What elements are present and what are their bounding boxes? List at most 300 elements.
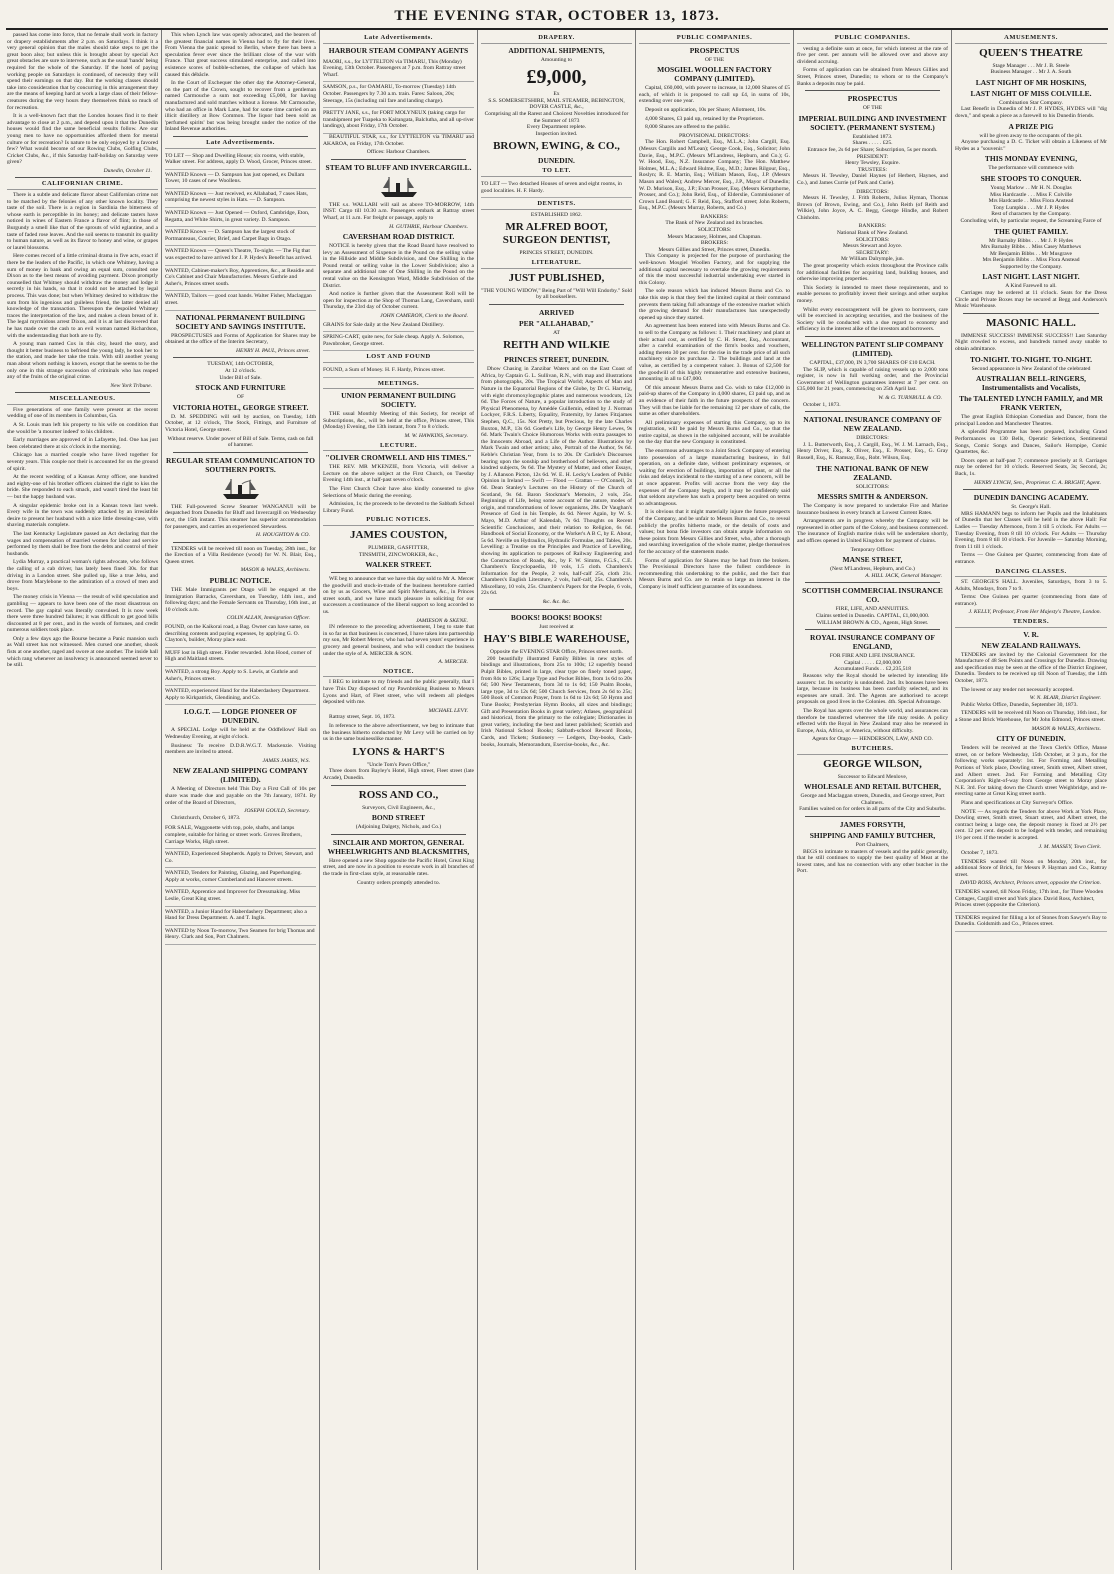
show-line: A Kind Farewell to all. xyxy=(1005,283,1057,290)
list-value: Messrs H. Tewsley, J. Frith Roberts, Julius Hyman, Thomas Brown (of Brown, Ewing, and Co.), John Reith (of Reith and Wilkie), John Joyce, A. C. Begg, George Hindle, and Robert Chisholm. xyxy=(797,195,948,221)
ad-text: The lowest or any tender not necessarily accepted. xyxy=(961,686,1074,693)
business-name: HAY'S BIBLE WAREHOUSE, xyxy=(483,633,630,646)
section-heading: TENDERS. xyxy=(955,619,1107,628)
business-name: SINCLAIR AND MORTON, GENERAL WHEELWRIGHTS AND BLACKSMITHS, xyxy=(327,837,470,856)
show-heading: A PRIZE PIG xyxy=(1008,121,1054,131)
business-name: GEORGE WILSON, xyxy=(823,757,922,770)
venue-line: St. George's Hall. xyxy=(1011,504,1051,511)
cast-line: Mr Barnaby Bibbs . . . Mr J. P. Hydes xyxy=(988,237,1074,244)
divider xyxy=(805,629,940,630)
show-line: Concluding with, by particular request, the Screaming Farce of xyxy=(960,217,1102,224)
section-heading: Late Advertisements. xyxy=(165,140,316,149)
cast-line: Tony Lumpkin . . . Mr J. P. Hydes xyxy=(993,204,1069,211)
ad-text: NOTICE is hereby given that the Road Board have resolved to levy an Assessment of Sixpence in the Pound on the selling value in the Hillside and Middle Subdivision, and One Shilling in the Pound rental or selling value in the Lower Subdivision; also a separate and additional rate of One Shilling in the Pound on the rental value on the Kensington Ward, Middle Subdivision of the District. xyxy=(323,243,474,289)
article-paragraph: It is a well-known fact that the London houses find it to their advantage to close at 2 p.m., and depend upon it that the Dunedin houses would find the same beneficial results follow. Are our young men to have no opportunities afforded them for mental culture or for recreation? Is nature to be only enjoyed by a favored few? What would become of our Rowing Clubs, Golfing Clubs, Cricket Clubs, &c., if this Saturday half-holiday on Saturday were given? xyxy=(7,113,158,166)
advertisement: WANTED, a strong Boy. Apply to S. Lewis, at Guthrie and Asher's, Princes street. xyxy=(165,667,316,686)
prospectus-of: OF THE xyxy=(704,56,725,63)
section-heading: PUBLIC COMPANIES. xyxy=(797,35,948,44)
divider xyxy=(173,136,308,137)
ad-text: Terms: One Guinea per quarter (commencing from date of entrance). xyxy=(955,594,1107,607)
company-name: SCOTTISH COMMERCIAL INSURANCE CO. xyxy=(802,586,943,605)
prospectus-paragraph: vesting a definite sum at once, for which interest at the rate of five per cent. per annum will be allowed over and above any dividend accruing. xyxy=(797,45,948,65)
company-line: Claims settled in Dunedin. CAPITAL, £1,000,000. xyxy=(815,613,930,620)
ad-text: WE beg to announce that we have this day sold to Mr A. Mercer the goodwill and stock-in-trade of the business heretofore carried on by us as Grocers, Wine and Spirit Merchants, &c., in Princes street south, and we have much pleasure in soliciting for our successors a continuance of the liberal support so long accorded to us. xyxy=(323,576,474,616)
ad-line: Ex xyxy=(553,91,560,98)
ad-signature: W. N. BLAIR, District Engineer. xyxy=(1029,695,1101,702)
divider xyxy=(805,90,940,91)
business-address: George and Maclaggan streets, Dunedin, and George street, Port Chalmers. xyxy=(800,793,945,806)
business-address: PRINCES STREET, DUNEDIN. xyxy=(519,250,594,257)
directors-list: The Hon. Robert Campbell, Esq., M.L.A.; John Cargill, Esq. (Messrs Cargills and M'Lean); George Cook, Esq., Solicitor; John Davie, Esq., M.P.C. (Messrs M'Landress, Hepburn, and Co.); G. W. Hood, Esq., N.Z. Insurance Company; The Hon. Matthew Holmes, M.L.A.; Edward Hulme, Esq., M.D.; James Rilgour, Esq., Roslyn; R. E. Martin, Esq.; William Mason, Esq., J.P. (Messrs Mason and Wales); Andrew Mercer, Esq., J.P., Mayor of Dunedin; W. D. Murison, Esq., J.P.; Evan Prosser, Esq. (Messrs Kempthorne, Prosser, and Co.); John Reid, Esq., of Elderslie, Commissioner of Crown Land Board; G. F. Reid, Esq., Stafford street; John Roberts, Esq., M.P.C. (Messrs Murray, Roberts, and Co.) xyxy=(639,139,790,212)
advertisement: MAORI, s.s., for LYTTELTON via TIMARU, This (Monday) Evening, 13th October. Passengers at 7 p.m. from Rattray street Wharf. xyxy=(323,57,474,83)
prospectus-heading: PROSPECTUS xyxy=(847,94,898,104)
ad-heading: STEAM TO BLUFF AND INVERCARGILL. xyxy=(325,162,472,172)
auction-of: OF xyxy=(236,394,245,401)
business-name: JAMES COUSTON, xyxy=(350,528,447,541)
section-heading: PUBLIC NOTICES. xyxy=(323,517,474,526)
news-item: A singular epidemic broke out in a Kansas town last week. Every wife in the town was suddenly attacked by an irresistible desire to present her husband with a nice little dressing-case, with shaving materials complete. xyxy=(7,502,158,529)
auction-heading: STOCK AND FURNITURE xyxy=(195,383,286,393)
advertisement: TENDERS required for filling a lot of Stones from Sawyer's Bay to Dunedin. Goldsmith and Co., Princes street. xyxy=(955,913,1107,932)
ad-line: Amounting to xyxy=(540,56,573,63)
list-value: Messrs H. Tewsley, Daniel Haynes (of Herbert, Haynes, and Co.), and James Currie (of Park and Curie). xyxy=(797,173,948,186)
company-agent: WILLIAM BROWN & CO., Agents, High Street. xyxy=(816,619,929,626)
article-source: New York Tribune. xyxy=(110,382,152,389)
auction-note: Under Bill of Sale. xyxy=(219,374,262,381)
section-heading: DRAPERY. xyxy=(481,35,632,44)
cast-line: Mrs Hardcastle . . Miss Flora Anstead xyxy=(988,198,1074,205)
business-line: Successor to Edward Menlove, xyxy=(837,773,908,780)
show-line: Second appearance in New Zealand of the celebrated xyxy=(971,365,1091,372)
list-value: Henry Tewsley, Esquire. xyxy=(845,160,900,167)
ad-text: D. M. SPEDDING will sell by auction, on Tuesday, 14th October, at 12 o'clock, The Stock, Fittings, and Furniture of Victoria Hotel, George street. xyxy=(165,413,316,433)
ad-signature: A. HILL JACK, General Manager. xyxy=(865,572,942,579)
divider xyxy=(805,411,940,412)
steamship-illustration xyxy=(221,476,261,502)
ad-text: A splendid Programme has been prepared, including Grand Performances on 130 Bells, Operatic Selections, Sentimental Songs, Comic Songs and Dances, Sailor's Hornpipe, Comic Quartettes, &c. xyxy=(955,429,1107,456)
business-line: PLUMBER, GASFITTER, xyxy=(368,544,429,551)
ad-date: Christchurch, October 6, 1873. xyxy=(171,814,241,821)
divider xyxy=(489,609,624,610)
ad-line: Just received at xyxy=(539,623,574,630)
business-name: JAMES FORSYTH, xyxy=(839,819,906,829)
section-heading: AMUSEMENTS. xyxy=(955,35,1107,44)
advertisement: WANTED Known — Just Opened — Oxford, Cambridge, Eton, Regatta, and White Shirts, in great variety. D. Sampson. xyxy=(165,208,316,227)
ad-text: The First Church Choir have also kindly consented to give Selections of Music during the evening. xyxy=(323,485,474,499)
ad-text: Anyone purchasing a D. C. Ticket will obtain a Likeness of Mr Hydes as a "souvenir." xyxy=(955,139,1107,152)
advertisement: WANTED, Tailors — good coat hands. Walter Fisher, Maclaggan street. xyxy=(165,291,316,310)
theatre-name: QUEEN'S THEATRE xyxy=(979,46,1083,59)
prospectus-paragraph: The Company is now prepared to undertake Fire and Marine Insurance business in every branch at Lowest Current Rates. xyxy=(797,503,948,516)
prospectus-paragraph: Reasons why the Royal should be selected by intending life assurers: 1st. Its security is undoubted. 2nd. Its bonuses have been large, because its business has been carefully selected, and its expenses are small. 3rd. The Agents are authorised to accept proposals on good lives in the Colonies. 4th. Special Advantage. xyxy=(797,673,948,706)
section-heading: MEETINGS. xyxy=(323,381,474,390)
divider xyxy=(805,816,940,817)
ad-text: IMMENSE SUCCESS! IMMENSE SUCCESS!! Last Saturday Night crowded to excess, and hundreds turned away unable to obtain admittance. xyxy=(955,332,1107,353)
advertisement: WANTED, experienced Hand for the Haberdashery Department. Apply to Kirkpatrick, Glendining, and Co. xyxy=(165,686,316,705)
news-item: Chicago has a married couple who have lived together for seventy years. This couple nor their is accounted for on the ground of spirit. xyxy=(7,452,158,472)
company-name: WELLINGTON PATENT SLIP COMPANY (LIMITED). xyxy=(801,339,944,358)
advertisement: TO LET — Shop and Dwelling House; six rooms, with stable, Walker street. For address, apply D. Wood, Grocer, Princes street. xyxy=(165,151,316,170)
company-name: IMPERIAL BUILDING AND INVESTMENT SOCIETY. (PERMANENT SYSTEM.) xyxy=(798,113,947,132)
list-value: Mr William Dalrymple, jun. xyxy=(841,256,904,263)
show-heading: The TALENTED LYNCH FAMILY, and MR FRANK VERTEN, xyxy=(959,394,1103,413)
ad-heading: I.O.G.T. — LODGE PIONEER OF DUNEDIN. xyxy=(183,707,298,726)
advertisement: WANTED Known — D. Sampson has the largest stock of Portmanteaus, Courier, Brief, and Carpet Bags in Otago. xyxy=(165,227,316,246)
ad-signature: JOSEPH GOULD, Secretary. xyxy=(244,808,310,815)
divider xyxy=(173,357,308,358)
list-heading: SOLICITORS: xyxy=(855,236,890,243)
ad-heading: ADDITIONAL SHIPMENTS, xyxy=(508,45,605,55)
prospectus-paragraph: All preliminary expenses of starting this Company, up to its registration, will be paid by Messrs Burns and Co., so that the entire capital, as shown in the subjoined account, will be available on the day that the new Company is constituted. xyxy=(639,419,790,446)
ad-text: THE usual Monthly Meeting of this Society, for receipt of Subscriptions, &c., will be held at the office, Princes street, This (Monday) Evening, the 13th instant, from 7 to 8 o'clock. xyxy=(323,411,474,431)
ad-heading: CAVERSHAM ROAD DISTRICT. xyxy=(342,232,455,242)
business-name: MR ALFRED BOOT, SURGEON DENTIST, xyxy=(502,221,611,247)
divider xyxy=(805,582,940,583)
prospectus-paragraph: The enormous advantages to a Joint Stock Company of entering into possession of a large manufacturing business, in full operation, on a definite date, without preliminary expenses, or waiting for erection of buildings, importation of plant, or all the risks and delays incidental to the starting of a new concern, will be at once apparent. Profits will accrue from the very day the expenses of the Company begin, and it may be confidently said that seldom anywhere has such a property been acquired on terms so advantageous. xyxy=(639,448,790,507)
prospectus-heading: PROSPECTUS xyxy=(689,45,740,55)
column-4 xyxy=(478,30,636,1570)
advertisement: SAMSON, p.s., for OAMARU, To-morrow (Tuesday) 14th October. Passengers by 7.30 a.m. train. Fares: Saloon, 20s; Steerage, 15s (including rail fare and landing charge). xyxy=(323,82,474,108)
advertisement: WANTED, Cabinet-maker's Boy, Apprentices, &c., at Reaidie and Co's Cabinet and Chair Manufactories. Messrs Guthrie and Asher's, Princes street south. xyxy=(165,266,316,292)
cast-line: Supported by the Company. xyxy=(999,263,1063,270)
ad-text: PROSPECTUSES and Forms of Application for Shares may be obtained at the office of the Interim Secretary, xyxy=(165,332,316,346)
ad-heading: NEW ZEALAND RAILWAYS. xyxy=(981,640,1081,650)
article-paragraph: There is a subtle and delicate flavor about Californian crime not to be matched by the felonies of any other known locality. They taste of the soil. There is a region in Sardinia the bitterness of whose earth is perceptible in its honey; and delicate tasters have noticed in wines of Eastern France a flavor of flint; in those of Burgundy a smell like that of the sprouts of wild eglantine, and a taste of faded rose leaves. And the soil seems to transmit its quality to human nature, as well as its flavor to honey and wine, or grapes or laurel blossoms. xyxy=(7,192,158,251)
business-name: ROSS AND CO., xyxy=(358,788,439,801)
ad-text: MRS HAMANN begs to inform her Pupils and the Inhabitants of Dunedin that her Classes will be held in the above Hall: For Ladies — Tuesday Afternoon, from 3 till 5 o'clock. For Adults — Tuesday Evening, from 8 till 10 o'clock. For Adults — Thursday Evening, from 8 till 10 o'clock. For Juvenile — Saturday Morning, from 11 till 1 o'clock. xyxy=(955,510,1107,550)
business-line: Surveyors, Civil Engineers, &c., xyxy=(362,804,435,811)
list-value: The Bank of New Zealand and its branches. xyxy=(665,220,764,227)
ad-text: TENDERS are invited by the Colonial Government for the Manufacture of 48 Sets Points and Crossings for Dunedin. Drawing and specification may be seen at the office of the District Engineer, Dunedin. Tenders to be received up till Noon of Tuesday, the 14th October, 1873. xyxy=(955,651,1107,685)
show-heading: LAST NIGHT. LAST NIGHT. xyxy=(982,272,1080,282)
play-title: SHE STOOPS TO CONQUER. xyxy=(980,173,1082,183)
ad-text: Last Benefit in Dunedin of Mr J. P. HYDES, HYDES will "dig down," and speak a piece as a farewell to his Dunedin friends. xyxy=(955,106,1107,119)
ad-signature: H. GUTHRIE, Harbour Chambers. xyxy=(389,223,468,230)
ad-date: October 1, 1873. xyxy=(803,401,841,408)
list-heading: PRESIDENT: xyxy=(856,153,889,160)
section-heading: CALIFORNIAN CRIME. xyxy=(7,181,158,190)
ad-heading: REGULAR STEAM COMMUNICATION TO SOUTHERN PORTS. xyxy=(166,455,315,474)
prospectus-text: 4,000 Shares, £3 paid up, retained by the Proprietors. xyxy=(645,115,764,122)
shares: Shares . . . . . £25. xyxy=(852,140,893,147)
ad-text: TENDERS will be received till noon on Tuesday, 28th inst., for the Erection of a Villa Residence (wood) for W. N. Blair, Esq., Queen street. xyxy=(165,545,316,565)
ad-signature: J. M. MASSEY, Town Clerk. xyxy=(1038,843,1101,850)
advertisement: WANTED Known — Just received, ex Allahabad, 7 cases Hats, comprising the newest styles in Hats. — D. Sampson. xyxy=(165,189,316,208)
prospectus-paragraph: It is obvious that it might materially injure the future prospects of the Company, and be unfair to Messrs Burns and Co., to reveal publicly the profits hitherto made, or the details of costs and values; but bona fide investors can obtain ample information on these points from Messrs Gillies and Street, who, after a thorough and searching investigation of the whole matter, pledge themselves for the accuracy of the statements made. xyxy=(639,509,790,555)
bank-name: THE NATIONAL BANK OF NEW ZEALAND. xyxy=(816,463,929,482)
list-value: Messrs Macassey, Holmes, and Chapman. xyxy=(667,233,762,240)
prospectus-paragraph: The SLIP, which is capable of raising vessels up to 2,000 tons register, is now in full working order, and the Provincial Government of Wellington guarantees interest at 7 per cent. on £35,000 for 21 years, commencing on 25th April last. xyxy=(797,366,948,393)
section-heading: Late Advertisements. xyxy=(323,35,474,44)
ad-signature: JAMES JAMES, W.S. xyxy=(262,757,310,764)
company-line: FIRE, LIFE, AND ANNUITIES. xyxy=(835,606,910,613)
business-line: TINSMITH, ZINCWORKER, &c., xyxy=(358,551,439,558)
advertisement: MUFF lost in High street. Finder rewarded. John Hood, corner of High and Maitland streets. xyxy=(165,648,316,667)
capital: CAPITAL, £37,000, IN 3,700 SHARES OF £10 EACH. xyxy=(809,359,936,366)
news-item: At the recent wedding of a Kansas Army officer, one hundred and eighty-one of his brother officers claimed the right to kiss the bride. She responded to each smack, and wasn't tired the least bit — but the happy husband was. xyxy=(7,474,158,500)
ad-text: IN reference to the preceding advertisement, I beg to state that in so far as that business is concerned, I have taken into partnership my son, Mr Robert Mercer, who has had seven years' experience in grocery and general business, and who will conduct the business under the style of A. MERCER & SON. xyxy=(323,624,474,657)
advertisement: WANTED, Tenders for Painting, Glazing, and Paperhanging. Apply at works, corner Cumberland and Hanover streets. xyxy=(165,868,316,887)
list-heading: BROKERS: xyxy=(700,240,729,247)
company-name: NATIONAL INSURANCE COMPANY OF NEW ZEALAND. xyxy=(803,415,942,434)
entrance-fee: Entrance fee, 2s 6d per Share; Subscription, 5s per month. xyxy=(807,146,938,153)
advertisement: TO LET — Two detached Houses of seven and eight rooms, in good localities. H. F. Hardy. xyxy=(481,179,632,198)
prospectus-paragraph: This Society is intended to meet these requirements, and to enable persons to profitably invest their savings and other surplus money. xyxy=(797,284,948,304)
ad-text: THE REV. MR M'KENZIE, from Victoria, will deliver a Lecture on the above subject at the First Church, on Tuesday Evening 14th inst., at half-past seven o'clock. xyxy=(323,464,474,484)
section-heading: LOST AND FOUND xyxy=(323,354,474,363)
divider xyxy=(173,452,308,453)
prospectus-paragraph: The sole reason which has induced Messrs Burns and Co. to take this step is that they feel the limited capital at their command prevents them taking full advantage of the extensive market which the growing demand for their manufactures has unexpectedly opened up since they started. xyxy=(639,288,790,321)
divider xyxy=(15,392,150,393)
ad-terms: Without reserve. Under power of Bill of Sale. Terms, cash on fall of hammer. xyxy=(167,435,314,449)
advertisement: WANTED, Experienced Shepherds. Apply to Driver, Stewart, and Co. xyxy=(165,849,316,868)
divider xyxy=(331,834,466,835)
venue-name: MASONIC HALL. xyxy=(986,316,1076,329)
advertisement: WANTED, Apprentice and Improver for Dressmaking. Miss Leslie, Great King street. xyxy=(165,887,316,906)
ad-heading: JUST PUBLISHED, xyxy=(508,271,605,284)
ad-signature: JOHN CAMERON, Clerk to the Board. xyxy=(380,313,468,320)
ad-line: Comprising all the Rarest and Choicest Novelties introduced for the Summer of 1873 xyxy=(484,110,629,124)
ad-text: A SPECIAL Lodge will be held at the Oddfellows' Hall on Wednesday Evening, at eight o'clock. xyxy=(165,727,316,740)
divider xyxy=(15,177,150,178)
ad-date: Rattray street, Sept. 16, 1873. xyxy=(329,714,396,721)
advertisement: SPRING-CART, quite new, for Sale cheap. Apply A. Solomon, Pawnbroker, George street. xyxy=(323,332,474,351)
cast-line: Young Marlow . . Mr H. N. Douglas xyxy=(990,184,1072,191)
staff-line: Stage Manager . . . Mr J. B. Steele xyxy=(992,62,1070,69)
ad-text: ST. GEORGE'S HALL. Juveniles, Saturdays, from 3 to 5. Adults, Mondays, from 7 to 9. xyxy=(955,579,1107,592)
section-heading: DANCING CLASSES. xyxy=(955,569,1107,578)
section-heading: LITERATURE. xyxy=(481,260,632,269)
prospectus-text: Deposit on application, 10s per Share; Allotment, 10s. xyxy=(645,106,767,113)
section-heading: PUBLIC COMPANIES. xyxy=(639,35,790,44)
article-signature: Dunedin, October 11. xyxy=(103,167,152,174)
ad-text: BEAUTIFUL STAR, s.s., for LYTTELTON via TIMARU and AKAROA, on Friday, 17th October. xyxy=(323,133,474,147)
advertisement: WANTED Known — Queen's Theatre, To-night. — The Fig that was expected to have arrived for J. P. Hydes's Benefit has arrived. xyxy=(165,246,316,265)
article-paragraph: This when Lynch law was openly advocated, and the bearers of the greatest financial names in Vienna had to fly for their lives. From Vienna the panic spread to Berlin, where there has been a speculation fever ever since the brilliant close of the war with France. That great success stimulated enterprise, and called into existence scores of bubble-schemes, the collapse of which has caused this débâcle. xyxy=(165,32,316,78)
ad-signature: A. MERCER. xyxy=(438,659,468,666)
ad-text: THE s.s. WALLABI will sail as above TO-MORROW, 14th INST. Cargo till 10.30 a.m. Passengers embark at Rattray street Wharf, at 11 a.m. For freight or passage, apply to xyxy=(323,201,474,221)
ad-text: In reference to the above advertisement, we beg to intimate that the business hitherto conducted by Mr Levy will be carried on by us in the same businesslike manner. xyxy=(323,722,474,743)
prospectus-paragraph: An agreement has been entered into with Messrs Burns and Co. to sell to the Company as follows: 1. Their machinery and plant at their actual cost, as certified by C. H. Street, Esq., Accountant, after a careful examination of the firm's books and vouchers, adding thereto 30 per cent. for the rise in the trade price of all such machinery since its purchase. 2. The buildings and land at the value, as certified by a competent valuer. 3. Bonus of £2,500 for the goodwill of this highly remunerative and extensive business, amounting in all to £47,000. xyxy=(639,323,790,383)
column-1 xyxy=(4,30,162,1570)
divider xyxy=(489,304,624,305)
staff-line: Business Manager . . Mr J. A. South xyxy=(990,69,1072,76)
auction-date: TUESDAY, 14th OCTOBER, xyxy=(207,361,274,368)
business-line: WHOLESALE AND RETAIL BUTCHER, xyxy=(804,782,941,792)
news-item: A St. Louis man left his property to his wife on condition that she would be 'a mourner indeed' to his children. xyxy=(7,422,158,435)
ad-text: A Meeting of Directors held This Day a First Call of 10s per share was made due and payable on the 7th January, 1874. By order of the Board of Directors, xyxy=(165,786,316,806)
ad-heading: HARBOUR STEAM COMPANY AGENTS xyxy=(328,45,469,55)
ad-heading: UNION PERMANENT BUILDING SOCIETY. xyxy=(341,391,456,410)
cast-line: Mrs Benjamin Bibbs . . Miss Flora Anstead xyxy=(982,257,1080,264)
office-line: Temporary Offices: xyxy=(850,546,895,553)
masthead xyxy=(6,0,1108,30)
prospectus-paragraph: The great prosperity which exists throughout the Province calls for additional facilities for acquiring land, building houses, and otherwise improving properties. xyxy=(797,263,948,283)
ad-date: October 7, 1873. xyxy=(961,850,999,857)
advertisement: TENDERS wanted, till Noon Friday, 17th inst., for Three Wooden Cottages, Cargill street and York place. David Ross, Architect, Princes street (opposite the Criterion). xyxy=(955,887,1107,913)
show-heading: TO-NIGHT. TO-NIGHT. TO-NIGHT. xyxy=(969,354,1093,364)
ad-text: "THE YOUNG WIDOW," Being Part of "Will Will Endorby." Sold by all booksellers. xyxy=(481,287,632,301)
ad-text: THE Full-powered Screw Steamer WANGANUI will be despatched from Dunedin for Bluff and Invercargill on Wednesday next, the 15th instant. This steamer has superior accommodation for passengers, and carries an experienced Stewardess. xyxy=(165,503,316,530)
ad-text: TENDERS will be received till Noon on Thursday, 16th inst., for a Stone and Brick Warehouse, for Mr John Edmond, Princes street. xyxy=(955,710,1107,723)
prospectus-paragraph: Whilst every encouragement will be given to borrowers, care will be exercised in accepting securities, and the business of the Society will be conducted with a due regard to economy and efficiency in the interest alike of the investors and borrowers. xyxy=(797,306,948,333)
show-heading: LAST NIGHT OF MISS COLVILLE. xyxy=(970,88,1092,98)
prospectus-paragraph: Of this amount Messrs Burns and Co. wish to take £12,000 in paid-up shares of the Company in 4,000 shares, £3 paid up, and as an evidence of their faith in the future prospects of the concern. They will thus be liable for the remaining 12 per share of calls, the same as other shareholders. xyxy=(639,384,790,418)
advertisement: FOUND, a Sum of Money. H. F. Hardy, Princes street. xyxy=(323,365,474,378)
list-heading: SOLICITORS: xyxy=(697,227,732,234)
prospectus-paragraph: The Royal has agents over the whole world, and assurances can therefore be transferred wherever the life may reside. A policy effected with the Royal in New Zealand may also be renewed in Europe, Asia, Africa, or America, without difficulty. xyxy=(797,707,948,734)
ad-text: Admission, 1s; the proceeds to be devoted to the Sabbath School Library Fund. xyxy=(323,501,474,514)
prospectus-paragraph: This Company is projected for the purpose of purchasing the well-known Mosgiel Woollen Factory, and for supplying the additional capital necessary to overtake the growing requirements of this the most successful industrial undertaking ever started in this Colony. xyxy=(639,253,790,286)
list-heading: BANKERS: xyxy=(700,213,729,220)
business-address: Port Chalmers, xyxy=(855,841,890,848)
section-heading: TO LET. xyxy=(481,168,632,177)
list-value: National Bank of New Zealand. xyxy=(836,230,909,237)
prospectus-paragraph: Arrangements are in progress whereby the Company will be represented in other parts of the Colony, and business commenced. The insurance of English marine risks will be undertaken shortly, and offices opened in United Kingdom for payment of claims. xyxy=(797,518,948,545)
divider xyxy=(331,159,466,160)
prospectus-of: OF THE xyxy=(862,105,883,112)
list-heading: BANKERS: xyxy=(858,223,887,230)
established: Established 1873. xyxy=(852,133,893,140)
office-address: MANSE STREET, xyxy=(842,555,903,565)
list-heading: TRUSTEES: xyxy=(857,166,888,173)
article-paragraph: In the Court of Exchequer the other day the Attorney-General, on the part of the Crown, sought to recover from a gentleman named Carmouche a sum not exceeding £5,000, for having manufactured and sold matches without a license. Mr Carmouche, who had an office in Mark Lane, had for some time carried on an illicit distillery at Bow Common. The liquor had been sold as 'perfumed spirits' but was being brought under the notice of the Inland Revenue authorities. xyxy=(165,80,316,133)
business-name: BROWN, EWING, & CO., xyxy=(493,140,620,153)
divider xyxy=(805,336,940,337)
company-name: MOSGIEL WOOLLEN FACTORY COMPANY (LIMITED). xyxy=(657,65,772,84)
section-heading: NOTICE. xyxy=(323,669,474,678)
advertisement: PRETTY JANE, s.s., for FORT MOLYNEUX (taking cargo for transhipment per Tuapeka to Kaitangata, Balclutha, and all up-river landings), about Friday, 17th October. xyxy=(323,108,474,134)
newspaper-title: THE EVENING STAR, OCTOBER 13, 1873. xyxy=(394,8,720,24)
article-paragraph: Here comes record of a little criminal drama in five acts, exact if there be the leaders of the Pacific, in which one Whitney, having a sum of money in bank and owing an equal sum, consulted one Dixon as to the best means of avoiding payment. Dixon promptly counselled that Whitney should withdraw the money and lodge it secretly in his hands, so that it could not be attached by legal process. This was done; but when Whitney desired to withdraw the sum from his ingenious and guileless friend, the latter denied all knowledge of the transaction. Thereupon the despoiled Whitney traces the interpretation of the law, and makes a clean breast of it. The legal myrmidons arrest Dixon, and it is at last discovered that he has made over the cash to an evil woman named Richardson, with the understanding that both are to fly. xyxy=(7,253,158,339)
ad-line: Every Department replete. xyxy=(526,124,587,131)
advertisement: GRAINS for Sale daily at the New Zealand Distillery. xyxy=(323,320,474,333)
news-item: Only a few days ago the Bourse became a Panic mansion such as Wall street has not witnessed. Men cursed one another, shook fists at one another, raged and swore at one another. The inside hall which rang whenever an insolvency is announced seemed never to be still. xyxy=(7,635,158,669)
ad-text: The great English Ethiopian Comedian and Dancer, from the principal London and Manchester Theatres. xyxy=(955,414,1107,427)
ad-text: Plans and specifications at City Surveyor's Office. xyxy=(961,799,1074,806)
ad-heading: ARRIVED xyxy=(538,307,574,317)
ad-signature: J. KELLY, Professor, From Her Majesty's Theatre, London. xyxy=(968,609,1101,616)
ad-text: Terms — One Guinea per Quarter, commencing from date of entrance. xyxy=(955,552,1107,565)
ad-line: ESTABLISHED 1862. xyxy=(530,211,583,218)
office-line: (Next M'Landress, Hepburn, and Co.) xyxy=(830,566,915,573)
advertisement: WANTED Known — D. Sampson has just opened, ex Dullam Tower, 10 cases of new Woollens. xyxy=(165,170,316,189)
list-value: Messrs Gillies and Street, Princes street, Dunedin. xyxy=(658,246,771,253)
royal-cipher: V. R. xyxy=(1023,629,1039,639)
ship-names: S.S. SOMERSETSHIRE, MAIL STEAMER, BEBINGTON, DOVER CASTLE, &c., xyxy=(488,97,625,111)
show-line: Combination Star Company. xyxy=(999,99,1063,106)
ad-text: Business: To receive D.D.R.W.G.T. Mackenzie. Visiting members are invited to attend. xyxy=(165,742,316,756)
capital-line: Capital . . . . . £2,000,000 xyxy=(844,659,901,666)
ad-signature: HENRY LYNCH, Sen., Proprietor. C. A. BRIGHT, Agent. xyxy=(974,479,1101,486)
show-line: The performance will commence with xyxy=(988,165,1074,172)
ad-text: Country orders promptly attended to. xyxy=(356,879,441,886)
list-value: J. L. Butterworth, Esq., J. Cargill, Esq., W. J. M. Larnach, Esq., Henry Driver, Esq., R. Oliver, Esq., E. Prosser, Esq., G. Gray Russell, Esq., K. Ramsay, Esq., Robt. Wilson, Esq. xyxy=(797,441,948,461)
ad-heading: NATIONAL PERMANENT BUILDING SOCIETY AND SAVINGS INSTITUTE. xyxy=(175,312,306,331)
list-heading: DIRECTORS: xyxy=(856,435,889,442)
advertisement: WANTED by Noon To-morrow, Two Seamen for brig Thomas and Henry. Clark and Son, Port Chalmers. xyxy=(165,926,316,945)
ad-signature: Offices: Harbour Chambers. xyxy=(366,149,431,156)
ad-signature: HENRY H. PAUL, Princes street. xyxy=(235,347,310,354)
cast-line: Miss Hardcastle . . . Miss F. Colville xyxy=(990,191,1072,198)
show-heading: AUSTRALIAN BELL-RINGERS, Instrumentalists and Vocalists, xyxy=(975,374,1087,393)
list-heading: SECRETARY: xyxy=(856,249,889,256)
ad-text: Have opened a new Shop opposite the Pacific Hotel, Great King street, and are now in a position to execute work in all branches of the trade in first-class style, at reasonable rates. xyxy=(323,857,474,877)
ad-signature: W. & G. TURNBULL & CO. xyxy=(878,394,942,401)
business-line: SHIPPING AND FAMILY BUTCHER, xyxy=(809,830,936,840)
solicitor-name: MESSRS SMITH & ANDERSON. xyxy=(817,492,928,502)
ad-text: BEGS to intimate to masters of vessels and the public generally, that he still continues to supply the best quality of Meat at the lowest rates, and has no connection with any other butcher in the Port. xyxy=(797,848,948,875)
business-address: Opposite the EVENING STAR Office, Princes street north. xyxy=(490,649,623,656)
business-address: DUNEDIN. xyxy=(538,156,575,166)
book-list: Dhow Chasing in Zanzibar Waters and on the East Coast of Africa, by Captain G. L. Sullivan, R.N., with map and illustrations from photographs, 20s. The Tropical World; Aspects of Man and Nature in the Equatorial Regions of the Globe, by Dr G. Hartwig, with eight chromoxylographic plates and numerous woodcuts, 12s 6d. The Forces of Nature, a popular introduction to the study of Physical Phenomena, by Amédée Guillemin, edited by J. Norman Lockyer, F.R.S. Liberty, Equality, Fraternity, by James Fitzjames Stephen, Q.C., 15s. Not Pretty, but Precious, by the late Charles Buxton, M.P., 13s 6d. Goethe's Life, by George Henry Lewes, 9s 6d. Mark Twain's Choice Humorous Works with extra passages to the Innocents Abroad, and a Life of the Author. Illustrations by Mark Twain and other artists; also, Portrait of the Author, 9s 6d. Keble's Christian Year, from 1s to 20s. Dr Carlisle's Discourses bearing upon the sonship and brotherhood of believers, and other kindred subjects, 9s 6d. The Mystery of Matter, and other Essays, by J. Allanson Picton, 12s 6d. W. E. H. Lecky's Leaders of Public Opinion in Ireland — Swift — Flood — Grattan — O'Connell, 2s 6d. Dean Stanley's Lectures on the History of the Church of Scotland, 9s 6d. Baron Stockmar's Memoirs, 2 vols, 25s. Beginnings of Life, being some account of the nature, modes of origin, and transformations of lower organisms, 28s. Dr Vaughan's Presence of God in his Temple, 4s 6d. Never Again, by W. S. Mayo, M.D. Arthur of Kalendah, 7s 6d. Thoughts on Recent Scientific Conclusions, and their relation to Religion, 6s 6d. Handbook of Social Economy, or the Worker's A B C, by E. About, 5s 6d. Neville on Hydraulics, Hydraulic Formulae, and Tables, 20s. Levelling: a Treatise on the Principles and Practice of Levelling, showing its application to purposes of Railway Engineering and the Construction of Roads, &c., by F. W. Simms, F.G.S., C.E. Chambers's Encyclopaedia, 10 vols, 1.5 cloth. Chambers's Information for the People, 2 vols, half-calf 25s, cloth 21s. Chambers's English Literature, 2 vols, half-calf, 25s. Chambers's Miscellany, 10 vols, 25s. Chambers's Papers for the People, 6 vols, 22s 6d. xyxy=(481,366,632,597)
business-line: (Adjoining Dalgety, Nichols, and Co.) xyxy=(355,824,442,831)
company-agent: Agents for Otago — HENDERSON, LAW, AND CO. xyxy=(812,736,933,743)
ad-heading: CITY OF DUNEDIN. xyxy=(996,734,1066,744)
ad-heading: PUBLIC NOTICE. xyxy=(209,576,272,586)
advertisement: WANTED, a Junior Hand for Haberdashery Department; also a Hand for Dress Department. A. and T. Inglis. xyxy=(165,907,316,926)
ad-signature: MASON & WALES, Architects. xyxy=(1031,725,1101,732)
business-address: PRINCES STREET, DUNEDIN. xyxy=(504,355,609,365)
ad-date: Public Works Office, Dunedin, September 30, 1873. xyxy=(961,701,1078,708)
cast-line: Rest of characters by the Company. xyxy=(991,211,1071,218)
company-name: ROYAL INSURANCE COMPANY OF ENGLAND, xyxy=(810,633,935,652)
section-heading: LECTURE. xyxy=(323,443,474,452)
ad-text: And notice is further given that the Assessment Roll will be open for inspection at the Shop of Thomas Lang, Caversham, until Thursday, the 23rd day of October current. xyxy=(323,291,474,311)
advertisement: FOUND, on the Kaikorai road, a Bag. Owner can have same, on describing contents and paying expenses, by applying G. O. Clayton's, builder, Moray place east. xyxy=(165,622,316,648)
show-heading: THIS MONDAY EVENING, xyxy=(984,154,1078,164)
auction-time: At 12 o'clock. xyxy=(224,367,257,374)
company-line: FOR FIRE AND LIFE INSURANCE. xyxy=(829,653,916,660)
ad-signature: MASON & WALES, Architects. xyxy=(240,567,310,574)
cast-line: Mrs Barnaby Bibbs . . Miss Casey Matthews xyxy=(980,244,1082,251)
advertisement: FOR SALE, Waggonette with top, pole, shafts, and lamps complete, suitable for hiring or street work. Groves Brothers, Carriage Works, High street. xyxy=(165,823,316,849)
column-7 xyxy=(952,30,1110,1570)
ad-heading: PER "ALLAHABAD," xyxy=(519,318,594,328)
venue-name: DUNEDIN DANCING ACADEMY. xyxy=(973,493,1089,503)
divider xyxy=(331,785,466,786)
ad-signature: JAMIESON & SKENE. xyxy=(415,617,468,624)
section-heading: BUTCHERS. xyxy=(797,746,948,755)
ad-heading: "OLIVER CROMWELL AND HIS TIMES." xyxy=(325,453,472,463)
shipment-amount: £9,000, xyxy=(526,66,587,89)
section-heading: MISCELLANEOUS. xyxy=(7,396,158,405)
divider xyxy=(963,313,1099,314)
ad-heading: NEW ZEALAND SHIPPING COMPANY (LIMITED). xyxy=(173,766,308,785)
play-title: THE QUIET FAMILY. xyxy=(994,226,1068,236)
news-item: Lydia Murray, a practical woman's rights advocate, who follows the calling of a cab driver, has lately been fined 30s. for that driving in a London street. She pulled up, like a true Jehu, and drove from Marylebone to the admiration of a crowd of men and boys. xyxy=(7,559,158,592)
show-line: will be given away to the occupants of the pit. xyxy=(979,132,1083,139)
ad-text: Carriages may be ordered at 11 o'clock. Seats for the Dress Circle and Private Boxes may be secured at Begg and Anderson's Music Warehouse. xyxy=(955,290,1107,310)
ad-signature: M. W. HAWKINS, Secretary. xyxy=(404,432,468,439)
column-6 xyxy=(794,30,952,1570)
ad-signature: COLIN ALLAN, Immigration Officer. xyxy=(226,615,310,622)
list-value: Messrs Stewart and Joyce. xyxy=(842,243,903,250)
prospectus-paragraph: Forms of application can be obtained from Messrs Gillies and Street, Princes street, Dunedin; to whom or to the Company's Banks a deposits may be paid. xyxy=(797,67,948,87)
cast-line: Mr Benjamin Bibbs . . Mr Musgrave xyxy=(989,250,1073,257)
ad-text: NOTE — As regards the Tenders for above Work at York Place, Dowling street, Smith street, Stuart street, and Albert street, the contract being a large one, the deposit money is fixed at 2½ per cent. 12 per cent. deposit to be lodged with tender, and remaining 1½ per cent. if the tender is accepted. xyxy=(955,808,1107,841)
business-line: "Uncle Tom's Pawn Office," xyxy=(366,761,431,768)
ad-text: I BEG to intimate to my friends and the public generally, that I have This Day disposed of my Pawnbroking Business to Messrs Lyons and Hart, of Fleet street, who will redeem all pledges deposited with me. xyxy=(323,679,474,706)
ad-line: AT xyxy=(553,329,560,336)
ad-text: Tenders will be received at the Town Clerk's Office, Manse street, on or before Wednesday, 15th October, at 3 p.m., for the following works separately: 1st. For Forming and Metalling Portions of York place, Dowling street, Smith street, Albert street, and Albert street. 2nd. For Forming and Metalling City Corporation's Right-of-way from George street to Moray place N.E. 3rd. For taking down the Church street Weighbridge, and re-erecting same at Great King street north. xyxy=(955,745,1107,798)
article-paragraph: passed has come into force, that no female shall work in factory or drapery establishments after 2 p.m. on Saturdays. I think it a very general opinion that the males should take steps to get the great boon also; but unless this is brought about by special Act great obstacles are sure to intervene, such as the usual 'hands' being required for the whole of the Saturday. If the hotel of paying working people on Saturdays is continued, of necessity they will spend their earnings on that day. But the working classes should take into consideration that by concurring in this arrangement they are the means of keeping hard at work a large class of their fellow-creatures during the very hours they themselves think so much of for recreation. xyxy=(7,32,158,111)
list-heading: SOLICITORS: xyxy=(855,483,890,490)
prospectus-paragraph: Forms of application for Shares may be had from the brokers. The Provisional Directors have the fullest confidence in recommending this undertaking to the public, and the fact that Messrs Burns and Co. are to retain so large an interest in the Company is itself sufficient guarantee of its soundness. xyxy=(639,557,790,590)
column-3 xyxy=(320,30,478,1570)
article-paragraph: A young man named Cox in this city, heard the story, and thought it better business to befriend the young lady, he took her to the station, and made her take the train. With still another young man about whom nothing is known, except that he seems to be the only one in this strange succession of criminals who has reaped any of the fruits of the original crime. xyxy=(7,341,158,381)
newspaper-page xyxy=(4,30,1110,1570)
